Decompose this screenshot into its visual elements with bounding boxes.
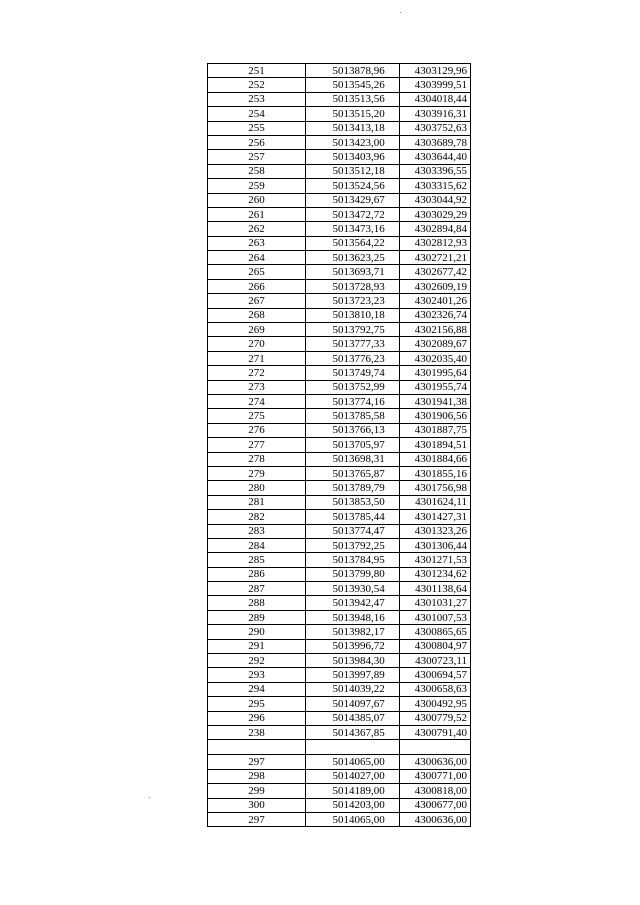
point-number-cell: 284 xyxy=(208,538,306,552)
x-coordinate-cell: 5013429,67 xyxy=(305,193,399,207)
point-number-cell: 294 xyxy=(208,682,306,696)
x-coordinate-cell xyxy=(305,740,399,755)
point-number-cell: 273 xyxy=(208,380,306,394)
x-coordinate-cell: 5013777,33 xyxy=(305,337,399,351)
x-coordinate-cell: 5013545,26 xyxy=(305,78,399,92)
x-coordinate-cell: 5013766,13 xyxy=(305,423,399,437)
y-coordinate-cell: 4301887,75 xyxy=(399,423,470,437)
x-coordinate-cell: 5013799,80 xyxy=(305,567,399,581)
x-coordinate-cell: 5013564,22 xyxy=(305,236,399,250)
point-number-cell: 287 xyxy=(208,582,306,596)
x-coordinate-cell: 5013749,74 xyxy=(305,366,399,380)
y-coordinate-cell: 4301427,31 xyxy=(399,510,470,524)
table-row xyxy=(208,78,471,92)
point-number-cell: 296 xyxy=(208,711,306,725)
x-coordinate-cell: 5014065,00 xyxy=(305,812,399,826)
point-number-cell: 258 xyxy=(208,164,306,178)
table-row xyxy=(208,769,471,783)
point-number-cell: 278 xyxy=(208,452,306,466)
y-coordinate-cell: 4303044,92 xyxy=(399,193,470,207)
y-coordinate-cell: 4300771,00 xyxy=(399,769,470,783)
x-coordinate-cell: 5013472,72 xyxy=(305,207,399,221)
table-row xyxy=(208,740,471,755)
table-row xyxy=(208,409,471,423)
point-number-cell: 276 xyxy=(208,423,306,437)
table-row xyxy=(208,308,471,322)
y-coordinate-cell: 4303396,55 xyxy=(399,164,470,178)
x-coordinate-cell: 5013942,47 xyxy=(305,596,399,610)
y-coordinate-cell: 4302609,19 xyxy=(399,279,470,293)
point-number-cell: 286 xyxy=(208,567,306,581)
y-coordinate-cell: 4303129,96 xyxy=(399,64,470,78)
table-row xyxy=(208,121,471,135)
x-coordinate-cell: 5013698,31 xyxy=(305,452,399,466)
y-coordinate-cell: 4301306,44 xyxy=(399,538,470,552)
table-row xyxy=(208,222,471,236)
coordinates-table xyxy=(207,63,471,827)
point-number-cell: 293 xyxy=(208,668,306,682)
table-row xyxy=(208,610,471,624)
table-row xyxy=(208,524,471,538)
y-coordinate-cell: 4302326,74 xyxy=(399,308,470,322)
x-coordinate-cell: 5013948,16 xyxy=(305,610,399,624)
x-coordinate-cell: 5014027,00 xyxy=(305,769,399,783)
point-number-cell: 289 xyxy=(208,610,306,624)
point-number-cell: 277 xyxy=(208,438,306,452)
y-coordinate-cell: 4303916,31 xyxy=(399,107,470,121)
point-number-cell: 297 xyxy=(208,812,306,826)
point-number-cell: 269 xyxy=(208,323,306,337)
x-coordinate-cell: 5013810,18 xyxy=(305,308,399,322)
point-number-cell: 263 xyxy=(208,236,306,250)
coordinates-table-body xyxy=(208,64,471,827)
y-coordinate-cell: 4300694,57 xyxy=(399,668,470,682)
point-number-cell: 279 xyxy=(208,466,306,480)
table-row xyxy=(208,725,471,739)
y-coordinate-cell: 4300636,00 xyxy=(399,755,470,769)
table-row xyxy=(208,682,471,696)
x-coordinate-cell: 5013997,89 xyxy=(305,668,399,682)
point-number-cell: 257 xyxy=(208,150,306,164)
x-coordinate-cell: 5013728,93 xyxy=(305,279,399,293)
y-coordinate-cell: 4300791,40 xyxy=(399,725,470,739)
table-row xyxy=(208,150,471,164)
y-coordinate-cell: 4302089,67 xyxy=(399,337,470,351)
x-coordinate-cell: 5013792,75 xyxy=(305,323,399,337)
y-coordinate-cell: 4300804,97 xyxy=(399,639,470,653)
x-coordinate-cell: 5014039,22 xyxy=(305,682,399,696)
x-coordinate-cell: 5013752,99 xyxy=(305,380,399,394)
y-coordinate-cell: 4301234,62 xyxy=(399,567,470,581)
y-coordinate-cell: 4302156,88 xyxy=(399,323,470,337)
table-row xyxy=(208,207,471,221)
table-row xyxy=(208,92,471,106)
table-row xyxy=(208,553,471,567)
point-number-cell: 285 xyxy=(208,553,306,567)
table-row xyxy=(208,279,471,293)
x-coordinate-cell: 5013723,23 xyxy=(305,294,399,308)
table-row xyxy=(208,193,471,207)
point-number-cell: 252 xyxy=(208,78,306,92)
table-row xyxy=(208,711,471,725)
table-row xyxy=(208,466,471,480)
y-coordinate-cell: 4302401,26 xyxy=(399,294,470,308)
table-row xyxy=(208,668,471,682)
point-number-cell: 262 xyxy=(208,222,306,236)
x-coordinate-cell: 5013785,58 xyxy=(305,409,399,423)
y-coordinate-cell: 4302894,84 xyxy=(399,222,470,236)
y-coordinate-cell: 4301995,64 xyxy=(399,366,470,380)
x-coordinate-cell: 5013996,72 xyxy=(305,639,399,653)
point-number-cell: 267 xyxy=(208,294,306,308)
table-row xyxy=(208,798,471,812)
x-coordinate-cell: 5013403,96 xyxy=(305,150,399,164)
table-row xyxy=(208,625,471,639)
point-number-cell: 261 xyxy=(208,207,306,221)
point-number-cell: 265 xyxy=(208,265,306,279)
table-row xyxy=(208,510,471,524)
x-coordinate-cell: 5013513,56 xyxy=(305,92,399,106)
x-coordinate-cell: 5013765,87 xyxy=(305,466,399,480)
y-coordinate-cell: 4303029,29 xyxy=(399,207,470,221)
point-number-cell: 297 xyxy=(208,755,306,769)
x-coordinate-cell: 5013785,44 xyxy=(305,510,399,524)
scan-speck xyxy=(400,12,401,13)
y-coordinate-cell: 4302035,40 xyxy=(399,351,470,365)
table-row xyxy=(208,452,471,466)
table-row xyxy=(208,380,471,394)
y-coordinate-cell: 4304018,44 xyxy=(399,92,470,106)
point-number-cell: 254 xyxy=(208,107,306,121)
y-coordinate-cell: 4301624,11 xyxy=(399,495,470,509)
point-number-cell: 260 xyxy=(208,193,306,207)
x-coordinate-cell: 5013413,18 xyxy=(305,121,399,135)
table-row xyxy=(208,596,471,610)
y-coordinate-cell: 4301941,38 xyxy=(399,394,470,408)
table-row xyxy=(208,567,471,581)
x-coordinate-cell: 5013930,54 xyxy=(305,582,399,596)
table-row xyxy=(208,784,471,798)
table-row xyxy=(208,582,471,596)
x-coordinate-cell: 5013789,79 xyxy=(305,481,399,495)
y-coordinate-cell: 4303689,78 xyxy=(399,135,470,149)
table-row xyxy=(208,538,471,552)
point-number-cell: 295 xyxy=(208,697,306,711)
table-row xyxy=(208,639,471,653)
table-row xyxy=(208,164,471,178)
y-coordinate-cell: 4302812,93 xyxy=(399,236,470,250)
y-coordinate-cell: 4301031,27 xyxy=(399,596,470,610)
y-coordinate-cell: 4301271,53 xyxy=(399,553,470,567)
y-coordinate-cell: 4303752,63 xyxy=(399,121,470,135)
table-row xyxy=(208,481,471,495)
x-coordinate-cell: 5013524,56 xyxy=(305,179,399,193)
table-row xyxy=(208,755,471,769)
table-row xyxy=(208,495,471,509)
y-coordinate-cell: 4300492,95 xyxy=(399,697,470,711)
point-number-cell: 264 xyxy=(208,251,306,265)
table-row xyxy=(208,654,471,668)
y-coordinate-cell: 4303999,51 xyxy=(399,78,470,92)
table-row xyxy=(208,107,471,121)
y-coordinate-cell: 4300658,63 xyxy=(399,682,470,696)
point-number-cell: 275 xyxy=(208,409,306,423)
point-number-cell: 291 xyxy=(208,639,306,653)
table-row xyxy=(208,394,471,408)
table-row xyxy=(208,294,471,308)
point-number-cell xyxy=(208,740,306,755)
x-coordinate-cell: 5014065,00 xyxy=(305,755,399,769)
x-coordinate-cell: 5013515,20 xyxy=(305,107,399,121)
x-coordinate-cell: 5013792,25 xyxy=(305,538,399,552)
table-row xyxy=(208,179,471,193)
table-row xyxy=(208,251,471,265)
x-coordinate-cell: 5014097,67 xyxy=(305,697,399,711)
y-coordinate-cell: 4301884,66 xyxy=(399,452,470,466)
x-coordinate-cell: 5013473,16 xyxy=(305,222,399,236)
table-row xyxy=(208,236,471,250)
x-coordinate-cell: 5013853,50 xyxy=(305,495,399,509)
point-number-cell: 299 xyxy=(208,784,306,798)
table-row xyxy=(208,135,471,149)
table-row xyxy=(208,351,471,365)
point-number-cell: 288 xyxy=(208,596,306,610)
x-coordinate-cell: 5013623,25 xyxy=(305,251,399,265)
point-number-cell: 255 xyxy=(208,121,306,135)
x-coordinate-cell: 5014203,00 xyxy=(305,798,399,812)
point-number-cell: 271 xyxy=(208,351,306,365)
table-row xyxy=(208,64,471,78)
table-row xyxy=(208,423,471,437)
x-coordinate-cell: 5014367,85 xyxy=(305,725,399,739)
x-coordinate-cell: 5013984,30 xyxy=(305,654,399,668)
y-coordinate-cell: 4301906,56 xyxy=(399,409,470,423)
x-coordinate-cell: 5013423,00 xyxy=(305,135,399,149)
point-number-cell: 272 xyxy=(208,366,306,380)
x-coordinate-cell: 5013878,96 xyxy=(305,64,399,78)
point-number-cell: 256 xyxy=(208,135,306,149)
y-coordinate-cell xyxy=(399,740,470,755)
point-number-cell: 253 xyxy=(208,92,306,106)
y-coordinate-cell: 4301138,64 xyxy=(399,582,470,596)
x-coordinate-cell: 5013705,97 xyxy=(305,438,399,452)
y-coordinate-cell: 4303644,40 xyxy=(399,150,470,164)
y-coordinate-cell: 4301855,16 xyxy=(399,466,470,480)
point-number-cell: 300 xyxy=(208,798,306,812)
y-coordinate-cell: 4300865,65 xyxy=(399,625,470,639)
y-coordinate-cell: 4302721,21 xyxy=(399,251,470,265)
scan-speck xyxy=(149,797,150,798)
point-number-cell: 238 xyxy=(208,725,306,739)
x-coordinate-cell: 5013774,16 xyxy=(305,394,399,408)
point-number-cell: 292 xyxy=(208,654,306,668)
point-number-cell: 268 xyxy=(208,308,306,322)
point-number-cell: 259 xyxy=(208,179,306,193)
y-coordinate-cell: 4303315,62 xyxy=(399,179,470,193)
table-row xyxy=(208,265,471,279)
point-number-cell: 274 xyxy=(208,394,306,408)
x-coordinate-cell: 5013776,23 xyxy=(305,351,399,365)
point-number-cell: 281 xyxy=(208,495,306,509)
x-coordinate-cell: 5014385,07 xyxy=(305,711,399,725)
y-coordinate-cell: 4302677,42 xyxy=(399,265,470,279)
table-row xyxy=(208,438,471,452)
y-coordinate-cell: 4301007,53 xyxy=(399,610,470,624)
y-coordinate-cell: 4300818,00 xyxy=(399,784,470,798)
point-number-cell: 270 xyxy=(208,337,306,351)
x-coordinate-cell: 5013774,47 xyxy=(305,524,399,538)
table-row xyxy=(208,812,471,826)
table-row xyxy=(208,337,471,351)
point-number-cell: 290 xyxy=(208,625,306,639)
table-row xyxy=(208,697,471,711)
point-number-cell: 251 xyxy=(208,64,306,78)
table-row xyxy=(208,366,471,380)
y-coordinate-cell: 4301756,98 xyxy=(399,481,470,495)
y-coordinate-cell: 4301323,26 xyxy=(399,524,470,538)
table-row xyxy=(208,323,471,337)
y-coordinate-cell: 4301955,74 xyxy=(399,380,470,394)
point-number-cell: 280 xyxy=(208,481,306,495)
y-coordinate-cell: 4300779,52 xyxy=(399,711,470,725)
point-number-cell: 283 xyxy=(208,524,306,538)
y-coordinate-cell: 4300677,00 xyxy=(399,798,470,812)
x-coordinate-cell: 5014189,00 xyxy=(305,784,399,798)
x-coordinate-cell: 5013784,95 xyxy=(305,553,399,567)
x-coordinate-cell: 5013693,71 xyxy=(305,265,399,279)
x-coordinate-cell: 5013982,17 xyxy=(305,625,399,639)
point-number-cell: 282 xyxy=(208,510,306,524)
y-coordinate-cell: 4300723,11 xyxy=(399,654,470,668)
y-coordinate-cell: 4300636,00 xyxy=(399,812,470,826)
y-coordinate-cell: 4301894,51 xyxy=(399,438,470,452)
x-coordinate-cell: 5013512,18 xyxy=(305,164,399,178)
point-number-cell: 298 xyxy=(208,769,306,783)
point-number-cell: 266 xyxy=(208,279,306,293)
